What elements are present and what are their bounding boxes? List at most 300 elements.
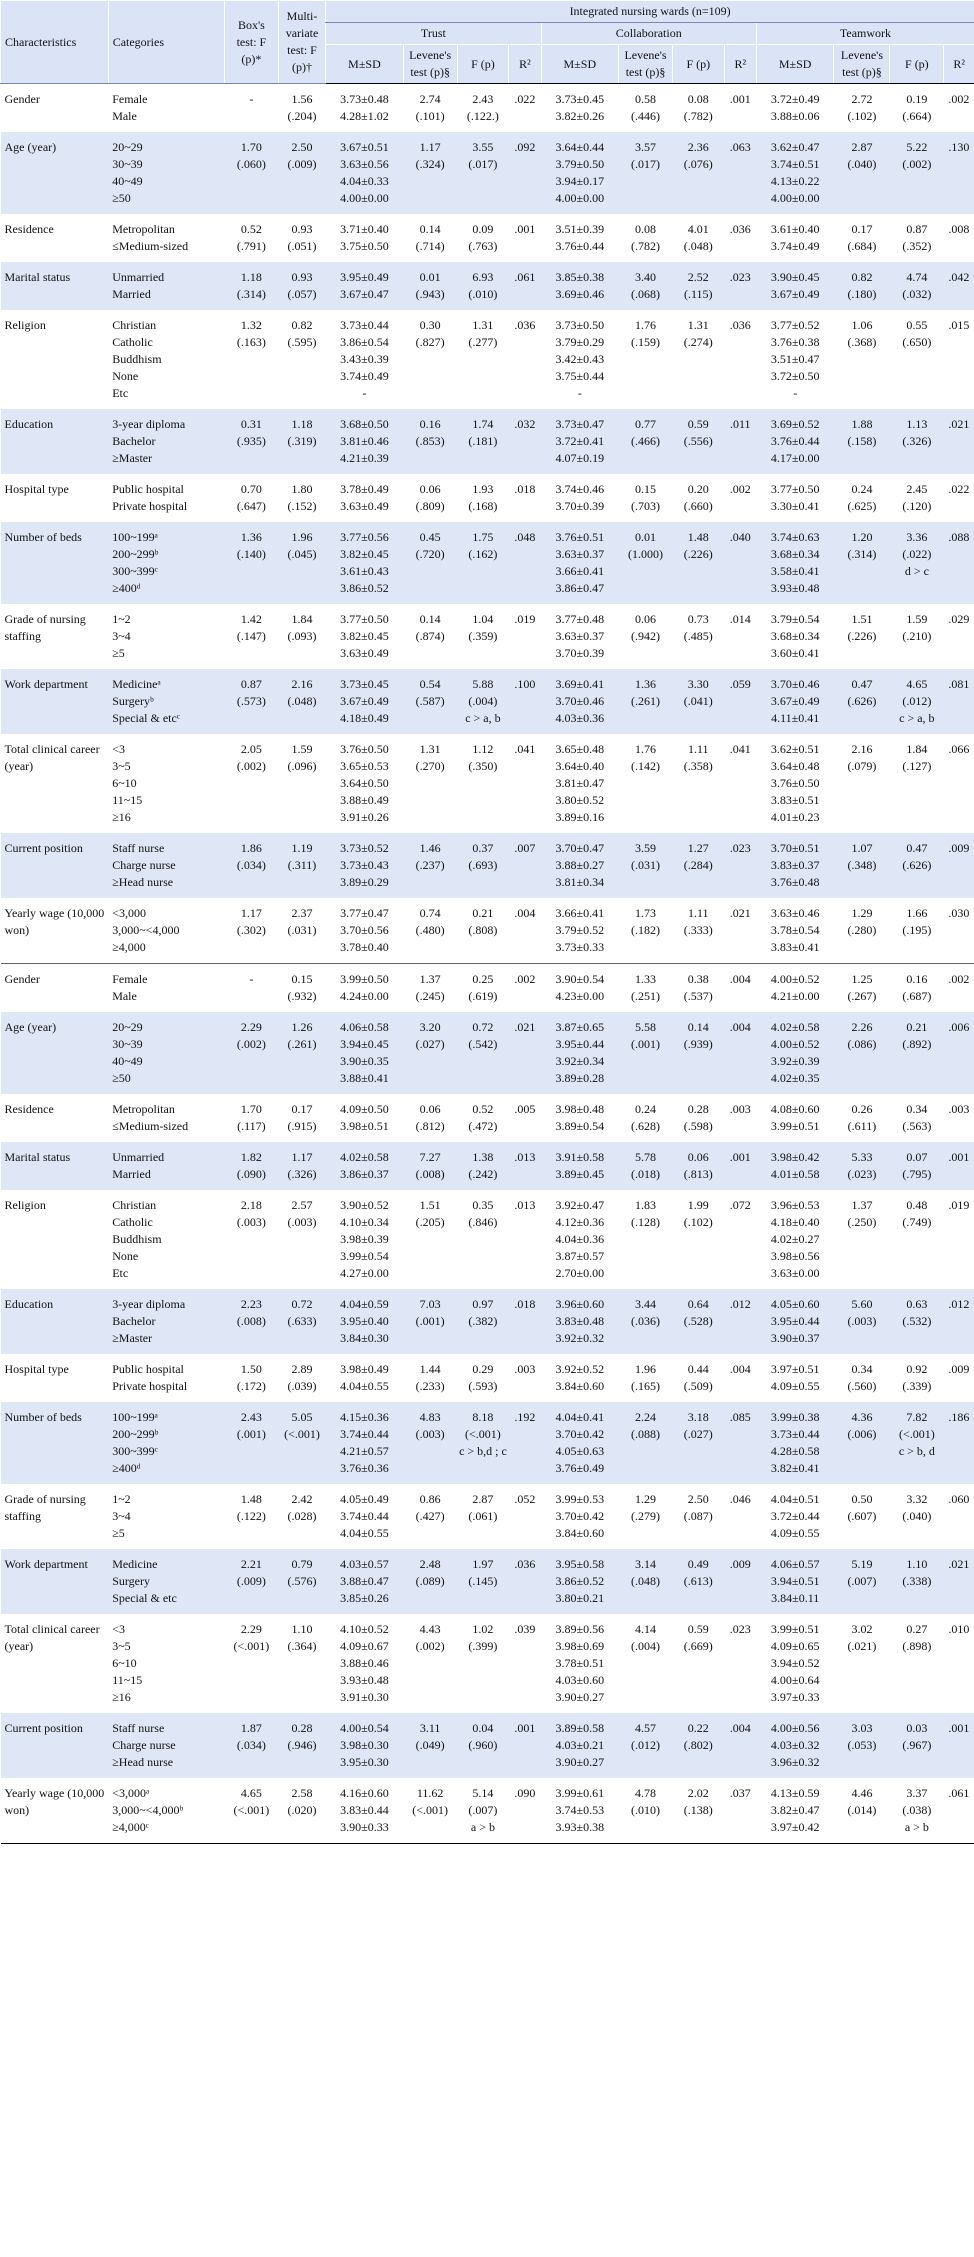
multivariate-cell: [278, 1402, 325, 1484]
category-cell-line: 11~15: [112, 1673, 143, 1687]
trust-msd-cell-line: 3.78±0.49: [340, 482, 389, 496]
teamwork-msd-cell-line: 4.00±0.52: [770, 972, 820, 986]
trust-levene-cell-line: 4.43: [419, 1622, 441, 1636]
trust-msd-cell-line: 3.88±0.46: [340, 1656, 389, 1670]
collaboration-msd-cell-line: 3.95±0.58: [555, 1557, 605, 1571]
multivariate-cell-line: (.051): [287, 239, 317, 253]
collaboration-levene-cell-line: 0.06: [635, 612, 657, 626]
collaboration-f-cell-line: 2.36: [687, 140, 709, 154]
trust-msd-cell-line: 3.82±0.45: [340, 547, 389, 561]
characteristic-cell: Total clinical career (year): [4, 742, 100, 773]
trust-levene-cell: [403, 1778, 457, 1844]
teamwork-levene-cell-line: 2.87: [851, 140, 873, 154]
multivariate-cell: [278, 1289, 325, 1354]
collaboration-msd-cell-line: 3.89±0.56: [555, 1622, 605, 1636]
collaboration-levene-cell-line: (.782): [631, 239, 661, 253]
trust-levene-cell-line: 2.74: [419, 92, 441, 106]
box-test-cell: [224, 833, 278, 898]
collaboration-levene-cell: [619, 1354, 673, 1402]
trust-f-cell-line: (.145): [468, 1574, 498, 1588]
trust-f-cell-line: (.061): [468, 1509, 498, 1523]
collaboration-levene-cell-line: (.279): [631, 1509, 661, 1523]
trust-msd-cell-line: 3.88±0.47: [340, 1574, 389, 1588]
trust-msd-cell-line: 4.00±0.00: [340, 191, 389, 205]
collaboration-msd-cell-line: 4.05±0.63: [555, 1444, 605, 1458]
teamwork-msd-cell: [756, 409, 834, 474]
collaboration-msd-cell-line: 3.66±0.41: [555, 906, 605, 920]
teamwork-msd-cell-line: 3.70±0.51: [770, 841, 820, 855]
teamwork-r2-cell: .008: [948, 222, 970, 236]
category-cell-line: 6~10: [112, 776, 137, 790]
collaboration-f-cell-line: (.041): [683, 694, 713, 708]
category-cell-line: <3,000ᵃ: [112, 1786, 150, 1800]
teamwork-f-cell: [890, 1289, 944, 1354]
collaboration-r2-cell: .004: [724, 1713, 756, 1778]
box-test-cell-line: 2.29: [240, 1020, 262, 1034]
multivariate-cell-line: (.319): [287, 434, 317, 448]
collaboration-levene-cell: [619, 898, 673, 964]
collaboration-r2-cell: .063: [724, 132, 756, 214]
trust-levene-cell-line: 0.06: [419, 1102, 441, 1116]
collaboration-f-cell: [672, 474, 724, 522]
teamwork-msd-cell-line: 4.00±0.00: [770, 191, 820, 205]
collaboration-f-cell-line: (.509): [683, 1379, 713, 1393]
teamwork-r2-cell: .006: [944, 1012, 974, 1094]
collaboration-msd-cell-line: 3.86±0.52: [555, 1574, 605, 1588]
collaboration-f-cell-line: 1.27: [687, 841, 709, 855]
table-row: [1, 898, 974, 964]
collaboration-levene-cell-line: (.012): [631, 1738, 661, 1752]
teamwork-f-cell-line: 0.16: [906, 972, 928, 986]
box-test-cell-line: 0.31: [240, 417, 262, 431]
box-test-cell: [224, 1778, 278, 1844]
table-row: [1, 1713, 974, 1778]
box-test-cell-line: (.002): [236, 759, 266, 773]
collaboration-levene-cell-line: 3.44: [635, 1297, 657, 1311]
header-collaboration: Collaboration: [541, 23, 756, 45]
characteristic-cell: Marital status: [1, 1142, 109, 1190]
collaboration-f-cell: [672, 1354, 724, 1402]
teamwork-msd-cell-line: 4.09±0.65: [770, 1639, 820, 1653]
characteristic-cell: Education: [1, 1289, 109, 1354]
teamwork-msd-cell-line: 4.17±0.00: [770, 451, 820, 465]
collaboration-levene-cell-line: 0.15: [635, 482, 657, 496]
collaboration-msd-cell-line: 3.72±0.41: [555, 434, 605, 448]
category-cell-line: 300~399ᶜ: [112, 1444, 158, 1458]
category-cell: [108, 1484, 224, 1549]
teamwork-f-cell: [890, 1713, 944, 1778]
teamwork-f-cell-line: (.626): [902, 858, 932, 872]
collaboration-levene-cell-line: 4.57: [635, 1721, 657, 1735]
box-test-cell: [224, 1402, 278, 1484]
teamwork-msd-cell-line: 3.69±0.52: [770, 417, 820, 431]
collaboration-levene-cell: [619, 964, 673, 1013]
trust-msd-cell-line: 3.67±0.51: [340, 140, 389, 154]
trust-msd-cell-line: 3.63±0.49: [340, 499, 389, 513]
collaboration-msd-cell-line: 3.80±0.21: [555, 1591, 605, 1605]
header-teamwork: Teamwork: [756, 23, 974, 45]
collaboration-msd-cell-line: 3.75±0.44: [555, 369, 605, 383]
header-fp: F (p): [457, 45, 509, 84]
trust-levene-cell: [403, 669, 457, 734]
trust-f-cell: [457, 1354, 509, 1402]
trust-levene-cell-line: 0.74: [419, 906, 441, 920]
multivariate-cell-line: 0.72: [291, 1297, 313, 1311]
collaboration-msd-cell-line: 3.91±0.58: [555, 1150, 605, 1164]
collaboration-levene-cell-line: (.446): [631, 109, 661, 123]
collaboration-f-cell: [672, 1713, 724, 1778]
category-cell-line: Male: [112, 989, 137, 1003]
teamwork-f-cell: [890, 1549, 944, 1614]
characteristic-cell: Religion: [4, 1198, 46, 1212]
trust-levene-cell-line: (.853): [415, 434, 445, 448]
category-cell-line: Special & etcᶜ: [112, 711, 180, 725]
teamwork-f-cell-line: 4.65: [906, 677, 928, 691]
collaboration-f-cell: [672, 1289, 724, 1354]
teamwork-f-cell-line: (.195): [902, 923, 932, 937]
characteristic-cell: Residence: [4, 1102, 54, 1116]
trust-msd-cell: [326, 1289, 404, 1354]
trust-msd-cell: [326, 1012, 404, 1094]
trust-levene-cell-line: 7.03: [419, 1297, 441, 1311]
teamwork-msd-cell-line: 3.99±0.51: [770, 1622, 820, 1636]
teamwork-f-cell: [890, 1778, 944, 1844]
collaboration-msd-cell-line: 3.89±0.16: [555, 810, 605, 824]
collaboration-levene-cell-line: 0.01: [635, 530, 657, 544]
trust-msd-cell-line: 3.99±0.54: [340, 1249, 389, 1263]
table-row: [1, 214, 974, 262]
teamwork-msd-cell-line: 3.70±0.46: [770, 677, 820, 691]
teamwork-f-cell-line: (.012): [902, 694, 932, 708]
teamwork-levene-cell-line: 1.29: [851, 906, 873, 920]
trust-f-cell-line: a > b: [470, 1820, 495, 1834]
trust-f-cell-line: 8.18: [472, 1410, 494, 1424]
collaboration-msd-cell: [541, 604, 619, 669]
category-cell-line: ≥16: [112, 1690, 131, 1704]
trust-f-cell: [457, 604, 509, 669]
trust-f-cell: [457, 734, 509, 833]
collaboration-r2-cell: .011: [724, 409, 756, 474]
collaboration-levene-cell-line: (.010): [631, 1803, 661, 1817]
teamwork-f-cell-line: 0.55: [906, 318, 928, 332]
teamwork-levene-cell-line: (.040): [847, 157, 877, 171]
teamwork-msd-cell: [756, 132, 834, 214]
collaboration-msd-cell-line: 3.70±0.47: [555, 841, 605, 855]
trust-f-cell-line: c > b,d ; c: [459, 1444, 507, 1458]
multivariate-cell-line: 0.79: [291, 1557, 313, 1571]
teamwork-f-cell: [890, 132, 944, 214]
trust-f-cell: [457, 1778, 509, 1844]
collaboration-r2-cell: .040: [724, 522, 756, 604]
collaboration-msd-cell: [541, 964, 619, 1013]
collaboration-msd-cell-line: 3.87±0.65: [555, 1020, 605, 1034]
teamwork-levene-cell: [834, 833, 890, 898]
teamwork-f-cell: [890, 1012, 944, 1094]
collaboration-msd-cell-line: 4.07±0.19: [555, 451, 605, 465]
trust-msd-cell-line: 4.10±0.34: [340, 1215, 389, 1229]
teamwork-msd-cell-line: 3.84±0.11: [771, 1591, 820, 1605]
teamwork-levene-cell: [834, 1778, 890, 1844]
box-test-cell-line: (.140): [236, 547, 266, 561]
trust-msd-cell-line: 3.74±0.49: [340, 369, 389, 383]
trust-r2-cell: .036: [509, 1549, 541, 1614]
trust-msd-cell-line: 3.98±0.51: [340, 1119, 389, 1133]
trust-msd-cell-line: 3.76±0.36: [340, 1461, 389, 1475]
trust-f-cell-line: 5.14: [472, 1786, 494, 1800]
teamwork-r2-cell: .186: [944, 1402, 974, 1484]
trust-levene-cell-line: (.943): [415, 287, 445, 301]
characteristic-cell: Age (year): [1, 132, 109, 214]
collaboration-r2-cell: .023: [724, 262, 756, 310]
collaboration-f-cell: [672, 1402, 724, 1484]
teamwork-f-cell-line: 1.59: [906, 612, 928, 626]
box-test-cell: [224, 214, 278, 262]
teamwork-msd-cell-line: 3.67±0.49: [770, 694, 820, 708]
teamwork-levene-cell-line: 4.46: [851, 1786, 873, 1800]
trust-f-cell-line: (.693): [468, 858, 498, 872]
teamwork-msd-cell-line: 3.93±0.48: [770, 581, 820, 595]
teamwork-f-cell-line: (.338): [902, 1574, 932, 1588]
trust-levene-cell: [403, 1402, 457, 1484]
collaboration-msd-cell-line: 4.03±0.60: [555, 1673, 605, 1687]
teamwork-msd-cell-line: -: [793, 386, 798, 400]
multivariate-cell-line: 2.37: [291, 906, 313, 920]
collaboration-msd-cell-line: 3.89±0.58: [555, 1721, 605, 1735]
category-cell-line: Charge nurse: [112, 858, 176, 872]
teamwork-levene-cell-line: 1.88: [851, 417, 873, 431]
category-cell-line: Female: [112, 972, 148, 986]
collaboration-levene-cell: [619, 1094, 673, 1142]
teamwork-msd-cell-line: 3.77±0.52: [770, 318, 820, 332]
collaboration-levene-cell-line: 0.58: [635, 92, 657, 106]
teamwork-levene-cell-line: (.003): [847, 1314, 877, 1328]
box-test-cell-line: (.003): [236, 1215, 266, 1229]
trust-msd-cell-line: 3.86±0.37: [340, 1167, 389, 1181]
teamwork-r2-cell: .021: [944, 409, 974, 474]
trust-f-cell-line: 0.09: [472, 222, 494, 236]
teamwork-msd-cell-line: 3.98±0.42: [770, 1150, 820, 1164]
trust-f-cell-line: 0.97: [472, 1297, 494, 1311]
teamwork-f-cell-line: (.650): [902, 335, 932, 349]
trust-levene-cell-line: 0.01: [419, 270, 441, 284]
teamwork-levene-cell-line: 3.03: [851, 1721, 873, 1735]
trust-msd-cell-line: 4.09±0.67: [340, 1639, 389, 1653]
collaboration-levene-cell: [619, 1549, 673, 1614]
box-test-cell-line: 2.23: [240, 1297, 262, 1311]
teamwork-r2-cell: .001: [944, 1713, 974, 1778]
collaboration-levene-cell: [619, 262, 673, 310]
collaboration-levene-cell-line: 4.78: [635, 1786, 657, 1800]
category-cell-line: Buddhism: [112, 1232, 162, 1246]
category-cell: [108, 1094, 224, 1142]
trust-levene-cell: [403, 1713, 457, 1778]
teamwork-msd-cell: [756, 833, 834, 898]
trust-msd-cell-line: 3.63±0.49: [340, 646, 389, 660]
collaboration-levene-cell: [619, 474, 673, 522]
trust-levene-cell-line: 0.14: [419, 222, 441, 236]
collaboration-r2-cell: .014: [729, 612, 751, 626]
trust-msd-cell-line: 3.74±0.44: [340, 1427, 389, 1441]
trust-msd-cell-line: 3.73±0.43: [340, 858, 389, 872]
characteristic-cell: Current position: [1, 1713, 109, 1778]
trust-msd-cell: [326, 84, 404, 133]
characteristic-cell: Number of beds: [1, 1402, 109, 1484]
box-test-cell-line: -: [249, 972, 254, 986]
teamwork-r2-cell: .009: [944, 833, 974, 898]
trust-f-cell-line: (.846): [468, 1215, 498, 1229]
teamwork-msd-cell-line: 3.51±0.47: [770, 352, 820, 366]
collaboration-msd-cell-line: 3.70±0.46: [555, 694, 605, 708]
collaboration-f-cell-line: (.274): [683, 335, 713, 349]
trust-r2-cell: .004: [514, 906, 536, 920]
collaboration-msd-cell: [541, 1549, 619, 1614]
collaboration-msd-cell-line: 3.73±0.50: [555, 318, 605, 332]
collaboration-levene-cell-line: (.165): [631, 1379, 661, 1393]
collaboration-levene-cell-line: 0.08: [635, 222, 657, 236]
teamwork-f-cell-line: 0.07: [906, 1150, 928, 1164]
trust-msd-cell: [326, 132, 404, 214]
teamwork-levene-cell-line: (.607): [847, 1509, 877, 1523]
trust-msd-cell-line: 4.04±0.55: [340, 1526, 389, 1540]
collaboration-msd-cell-line: 3.64±0.40: [555, 759, 605, 773]
trust-f-cell: [457, 1614, 509, 1713]
teamwork-r2-cell: .030: [948, 906, 970, 920]
collaboration-levene-cell-line: (.628): [631, 1119, 661, 1133]
table-row: [1, 1549, 974, 1614]
collaboration-msd-cell-line: 3.78±0.51: [555, 1656, 605, 1670]
category-cell-line: 1~2: [112, 1492, 131, 1506]
multivariate-cell-line: (.152): [287, 499, 317, 513]
collaboration-levene-cell-line: 1.76: [635, 318, 657, 332]
collaboration-levene-cell-line: (.261): [631, 694, 661, 708]
multivariate-cell-line: (.093): [287, 629, 317, 643]
table-row: [1, 1142, 974, 1190]
multivariate-cell-line: (.009): [287, 157, 317, 171]
collaboration-f-cell-line: (.102): [683, 1215, 713, 1229]
category-cell-line: Special & etc: [112, 1591, 177, 1605]
box-test-cell: [224, 734, 278, 833]
teamwork-msd-cell: [756, 734, 834, 833]
teamwork-levene-cell-line: (.625): [847, 499, 877, 513]
trust-levene-cell-line: 0.45: [419, 530, 441, 544]
teamwork-f-cell-line: (.032): [902, 287, 932, 301]
trust-msd-cell-line: 4.10±0.52: [340, 1622, 389, 1636]
trust-f-cell-line: (.004): [468, 694, 498, 708]
teamwork-msd-cell-line: 4.01±0.58: [770, 1167, 820, 1181]
trust-levene-cell: [403, 1549, 457, 1614]
header-msd: M±SD: [541, 45, 619, 84]
category-cell-line: Staff nurse: [112, 1721, 165, 1735]
collaboration-f-cell-line: 0.20: [687, 482, 709, 496]
table-row: [1, 604, 974, 669]
trust-msd-cell-line: 3.90±0.52: [340, 1198, 389, 1212]
table-row: [1, 669, 974, 734]
trust-msd-cell-line: 4.21±0.39: [340, 451, 389, 465]
box-test-cell-line: (.172): [236, 1379, 266, 1393]
teamwork-msd-cell-line: 4.00±0.52: [770, 1037, 820, 1051]
trust-msd-cell: [326, 1549, 404, 1614]
collaboration-msd-cell-line: 3.73±0.33: [555, 940, 605, 954]
characteristic-cell: Number of beds: [1, 522, 109, 604]
teamwork-f-cell-line: 0.21: [906, 1020, 928, 1034]
category-cell-line: 3-year diploma: [112, 417, 186, 431]
teamwork-r2-cell: .015: [948, 318, 970, 332]
collaboration-f-cell-line: (.660): [683, 499, 713, 513]
teamwork-levene-cell-line: (.267): [847, 989, 877, 1003]
trust-msd-cell-line: 3.98±0.30: [340, 1738, 389, 1752]
trust-levene-cell: [403, 522, 457, 604]
trust-msd-cell: [326, 522, 404, 604]
box-test-cell-line: 1.48: [240, 1492, 262, 1506]
teamwork-msd-cell-line: 3.79±0.54: [770, 612, 820, 626]
collaboration-msd-cell: [541, 1614, 619, 1713]
trust-levene-cell-line: (.001): [415, 1314, 445, 1328]
teamwork-f-cell-line: (.749): [902, 1215, 932, 1229]
box-test-cell-line: 1.18: [240, 270, 262, 284]
category-cell-line: 20~29: [112, 1020, 143, 1034]
trust-f-cell-line: (.162): [468, 547, 498, 561]
box-test-cell-line: (.647): [236, 499, 266, 513]
box-test-cell: [224, 84, 278, 133]
collaboration-levene-cell: [619, 214, 673, 262]
collaboration-msd-cell-line: 3.89±0.28: [555, 1071, 605, 1085]
collaboration-levene-cell-line: 4.14: [635, 1622, 657, 1636]
collaboration-levene-cell-line: 1.83: [635, 1198, 657, 1212]
trust-levene-cell-line: (.049): [415, 1738, 445, 1752]
teamwork-msd-cell: [756, 1614, 834, 1713]
teamwork-f-cell-line: 3.36: [906, 530, 928, 544]
trust-msd-cell-line: -: [362, 386, 367, 400]
collaboration-msd-cell-line: 3.83±0.48: [555, 1314, 605, 1328]
collaboration-f-cell: [672, 310, 724, 409]
table-row: [1, 1190, 974, 1289]
collaboration-msd-cell: [541, 1094, 619, 1142]
multivariate-cell: [278, 669, 325, 734]
category-cell-line: Private hospital: [112, 1379, 188, 1393]
trust-levene-cell-line: (.270): [415, 759, 445, 773]
collaboration-f-cell: [672, 898, 724, 964]
collaboration-f-cell: [672, 1778, 724, 1844]
collaboration-r2-cell: .046: [729, 1492, 751, 1506]
category-cell: [108, 132, 224, 214]
header-fp: F (p): [890, 45, 944, 84]
multivariate-cell: [278, 833, 325, 898]
box-test-cell: [224, 604, 278, 669]
box-test-cell: [224, 1012, 278, 1094]
teamwork-f-cell: [890, 604, 944, 669]
teamwork-levene-cell: [834, 734, 890, 833]
trust-f-cell: [457, 1484, 509, 1549]
trust-msd-cell-line: 3.81±0.46: [340, 434, 389, 448]
trust-r2-cell: .018: [514, 482, 536, 496]
collaboration-msd-cell-line: 3.64±0.44: [555, 140, 605, 154]
collaboration-levene-cell-line: (.004): [631, 1639, 661, 1653]
collaboration-r2-cell: .003: [729, 1102, 751, 1116]
box-test-cell: [224, 262, 278, 310]
trust-r2-cell: .036: [514, 318, 536, 332]
collaboration-levene-cell: [619, 1614, 673, 1713]
teamwork-r2-cell: .002: [948, 92, 970, 106]
trust-levene-cell-line: (.714): [415, 239, 445, 253]
characteristic-cell: Yearly wage (10,000 won): [1, 1778, 109, 1844]
trust-f-cell: [457, 1713, 509, 1778]
trust-r2-cell: .018: [509, 1289, 541, 1354]
trust-f-cell-line: (.763): [468, 239, 498, 253]
teamwork-msd-cell-line: 4.02±0.27: [770, 1232, 820, 1246]
collaboration-levene-cell-line: (.142): [631, 759, 661, 773]
trust-msd-cell: [326, 734, 404, 833]
collaboration-f-cell-line: (.813): [683, 1167, 713, 1181]
